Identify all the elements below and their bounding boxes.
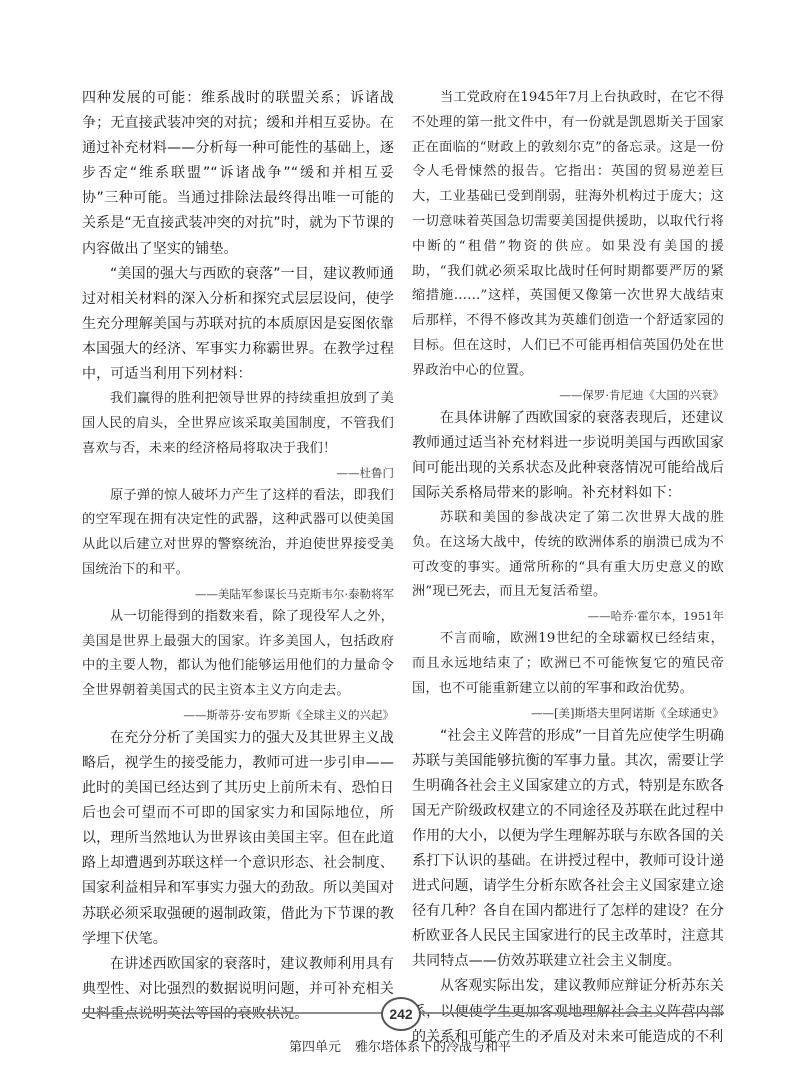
quote-attribution: ——[美]斯塔夫里阿诺斯《全球通史》 — [531, 705, 724, 720]
body-paragraph: 从客观实际出发，建议教师应辩证分析苏东关 的关系和可能产生的矛盾及对未来可能造成的不利 — [412, 978, 724, 1045]
footer-rule-right — [420, 1012, 724, 1014]
unit-title: 雅尔塔体系下的冷战与和平 — [355, 1040, 512, 1055]
quote-attribution: ——杜鲁门 — [336, 465, 394, 480]
left-column — [82, 86, 394, 1027]
quote-block: 不言而喻，欧洲19世纪的全球霸权已经结束，而且永远地结束了；欧洲已不可能恢复它的殖民帝国，也不可能重新建立以前的军事和政治优势。 — [412, 631, 724, 696]
page-number: 242 — [381, 997, 421, 1031]
body-paragraph: 在具体讲解了西欧国家的衰落表现后，还建议教师通过适当补充材料进一步说明美国与西欧国家间可能出现的关系状态及此种衰落情况可能给战后国际关系格局带来的影响。补充材料如下： — [412, 409, 724, 501]
quote-attribution: ——美陆军参谋长马克斯韦尔·泰勒将军 — [194, 586, 394, 601]
right-column — [412, 86, 724, 1050]
footer-rule-left — [82, 1012, 382, 1014]
running-footer — [0, 1036, 800, 1055]
body-paragraph: 四种发展的可能：维系战时的联盟关系；诉诸战争；无直接武装冲突的对抗；缓和并相互妥协。在通过补充材料——分析每一种可能性的基础上，逐步否定“维系联盟”“诉诸战争”“缓和并相互妥协”三种可能。当通过排除法最终得出唯一可能的关系是“无直接武装冲突的对抗”时，就为下节课的内容做出了坚实的铺垫。 — [82, 90, 394, 257]
quote-attribution: ——斯蒂芬·安布罗斯《全球主义的兴起》 — [183, 707, 394, 722]
body-paragraph: “美国的强大与西欧的衰落”一目，建议教师通过对相关材料的深入分析和探究式层层设问，使学生充分理解美国与苏联对抗的本质原因是妄图依靠本国强大的经济、军事实力称霸世界。在教学过程中，可适当利用下列材料： — [82, 265, 394, 383]
quote-block: 苏联和美国的参战决定了第二次世界大战的胜负。在这场大战中，传统的欧洲体系的崩溃已成为不可改变的事实。通常所称的“具有重大历史意义的欧洲”现已死去，而且无复活希望。 — [412, 509, 724, 600]
quote-block: 原子弹的惊人破坏力产生了这样的看法，即我们的空军现在拥有决定性的武器，这种武器可以使美国从此以后建立对世界的警察统治，并迫使世界接受美国统治下的和平。 — [82, 487, 394, 577]
body-paragraph: “社会主义阵营的形成”一目首先应使学生明确苏联与美国能够抗衡的军事力量。其次，需要让学生明确各社会主义国家建立的方式，特别是东欧各国无产阶级政权建立的不同途径及苏联在此过程中作用的大小，以便为学生理解苏联与东欧各国的关系打下认识的基础。在讲授过程中，教师可设计递进式问题，请学生分析东欧各社会主义国家建立途径有几种？各自在国内都进行了怎样的建设？在分析欧亚各人民民主国家进行的民主改革时，注意其共同特点——仿效苏联建立社会主义制度。 — [412, 727, 724, 970]
quote-block: 当工党政府在1945年7月上台执政时，在它不得不处理的第一批文件中，有一份就是凯恩斯关于国家正在面临的“财政上的敦刻尔克”的备忘录。这是一份令人毛骨悚然的报告。它指出：英国的贸易逆差巨大，工业基础已受到削弱，驻海外机构过于庞大；这一切意味着英国急切需要美国提供援助，以取代行将中断的“租借”物资的供应。如果没有美国的援助，“我们就必须采取比战时任何时期都要严厉的紧缩措施……”这样，英国便又像第一次世界大战结束后那样，不得不修改其为英雄们创造一个舒适家园的目标。但在这时，人们已不可能再相信英国仍处在世界政治中心的位置。 — [412, 90, 724, 378]
quote-attribution: ——哈乔·霍尔本，1951年 — [587, 609, 724, 624]
body-paragraph: 在充分分析了美国实力的强大及其世界主义战略后，视学生的接受能力，教师可进一步引申——此时的美国已经达到了其历史上前所未有、恐怕日后也会可望而不可即的国家实力和国际地位，所以，理所当然地认为世界该由美国主宰。但在此道路上却遭遇到苏联这样一个意识形态、社会制度、国家利益相异和军事实力强大的劲敌。所以美国对苏联必须采取强硬的遏制政策，借此为下节课的教学埋下伏笔。 — [82, 729, 394, 947]
quote-block: 从一切能得到的指数来看，除了现役军人之外，美国是世界上最强大的国家。许多美国人，包括政府中的主要人物，都认为他们能够运用他们的力量命令全世界朝着美国式的民主资本主义方向走去。 — [82, 608, 394, 699]
quote-block: 我们赢得的胜利把领导世界的持续重担放到了美国人民的肩头，全世界应该采取美国制度，不管我们喜欢与否，未来的经济格局将取决于我们！ — [82, 391, 394, 456]
unit-label: 第四单元 — [288, 1040, 341, 1055]
quote-attribution: ——保罗·肯尼迪《大国的兴衰》 — [559, 387, 724, 402]
body-paragraph: 在讲述西欧国家的衰落时，建议教师利用具有典型性、对比强烈的数据说明问题，并可补充相关 — [82, 955, 394, 997]
